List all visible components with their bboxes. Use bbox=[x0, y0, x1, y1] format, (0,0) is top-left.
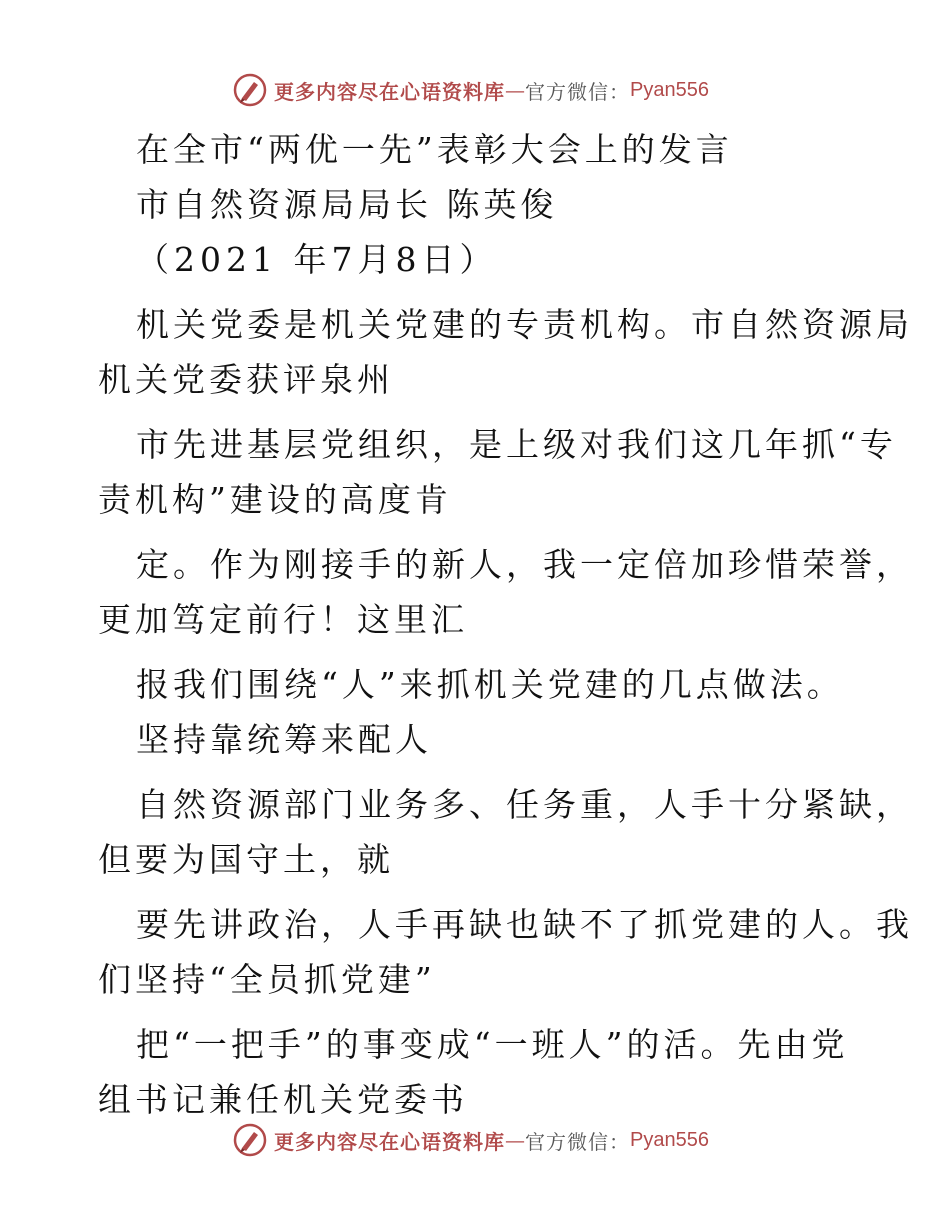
banner-wechat-id: Pyan556 bbox=[630, 1128, 709, 1151]
header-banner bbox=[232, 70, 712, 110]
banner-wechat-id: Pyan556 bbox=[630, 78, 709, 101]
text-line: 自然资源部门业务多、任务重，人手十分紧缺， bbox=[136, 785, 913, 824]
banner-main-text: 更多内容尽在心语资料库 bbox=[274, 79, 505, 104]
banner-wechat-label: 官方微信： bbox=[525, 1129, 630, 1154]
pen-logo-icon bbox=[232, 72, 268, 108]
footer-banner bbox=[232, 1120, 712, 1160]
text-line: 们坚持“全员抓党建” bbox=[98, 960, 436, 999]
banner-wechat-label: 官方微信： bbox=[525, 79, 630, 104]
text-line: 坚持靠统筹来配人 bbox=[136, 720, 432, 759]
text-line: 在全市“两优一先”表彰大会上的发言 bbox=[136, 130, 733, 169]
text-line: 市先进基层党组织，是上级对我们这几年抓“专 bbox=[136, 425, 897, 464]
text-line: （2021 年7月8日） bbox=[136, 240, 498, 279]
text-line: 报我们围绕“人”来抓机关党建的几点做法。 bbox=[136, 665, 844, 704]
text-line: 但要为国守土，就 bbox=[98, 840, 394, 879]
banner-dash: — bbox=[505, 78, 525, 102]
text-line: 机关党委获评泉州 bbox=[98, 360, 394, 399]
text-line: 把“一把手”的事变成“一班人”的活。先由党 bbox=[136, 1025, 849, 1064]
text-line: 更加笃定前行！这里汇 bbox=[98, 600, 468, 639]
text-line: 组书记兼任机关党委书 bbox=[98, 1080, 468, 1119]
text-line: 定。作为刚接手的新人，我一定倍加珍惜荣誉， bbox=[136, 545, 913, 584]
text-line: 责机构”建设的高度肯 bbox=[98, 480, 452, 519]
banner-main-text: 更多内容尽在心语资料库 bbox=[274, 1129, 505, 1154]
banner-dash: — bbox=[505, 1128, 525, 1152]
text-line: 要先讲政治，人手再缺也缺不了抓党建的人。我 bbox=[136, 905, 913, 944]
text-line: 市自然资源局局长 陈英俊 bbox=[136, 185, 558, 224]
text-line: 机关党委是机关党建的专责机构。市自然资源局 bbox=[136, 305, 913, 344]
pen-logo-icon bbox=[232, 1122, 268, 1158]
